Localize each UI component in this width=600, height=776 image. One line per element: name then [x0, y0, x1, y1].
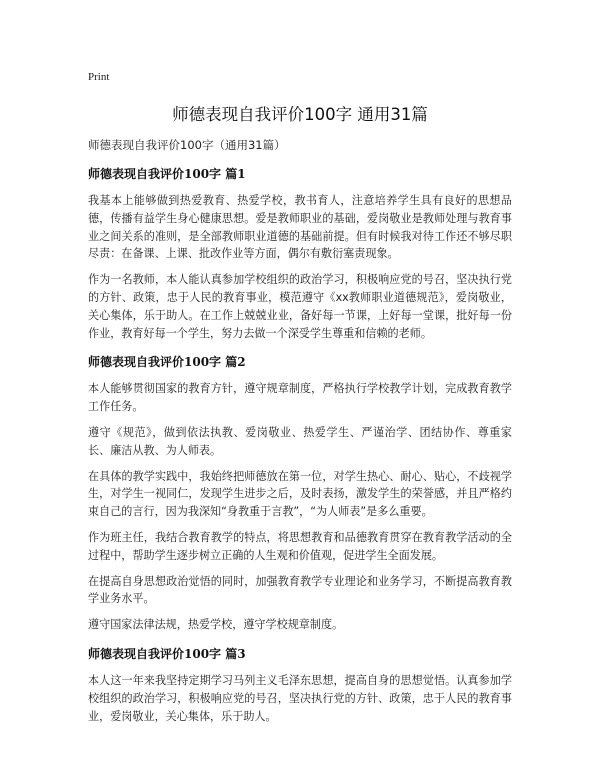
paragraph: 遵守《规范》，做到依法执教、爱岗敬业、热爱学生、严谨治学、团结协作、尊重家长、廉洁从教、为人师表。 — [88, 425, 512, 457]
paragraph: 在提高自身思想政治觉悟的同时，加强教育教学专业理论和业务学习，不断提高教育教学业务水平。 — [88, 574, 512, 606]
document-subtitle: 师德表现自我评价100字（通用31篇） — [88, 138, 286, 152]
section-2 — [88, 352, 512, 634]
paragraph: 我基本上能够做到热爱教育、热爱学校，教书育人，注意培养学生具有良好的思想品德，传播有益学生身心健康思想。爱是教师职业的基础，爱岗敬业是教师处理与教育事业之间关系的准则，是全部教师职业道德的基础前提。但有时候我对待工作还不够尽职尽责：在备课、上课、批改作业等方面，偶尔有敷衍塞责现象。 — [88, 194, 512, 261]
section-heading: 师德表现自我评价100字 篇1 — [88, 167, 246, 181]
section-heading: 师德表现自我评价100字 篇3 — [88, 646, 246, 661]
paragraph: 遵守国家法律法规，热爱学校，遵守学校规章制度。 — [88, 618, 344, 632]
document-title: 师德表现自我评价100字 通用31篇 — [172, 105, 428, 124]
paragraph: 本人这一年来我坚持定期学习马列主义毛泽东思想，提高自身的思想觉悟。认真参加学校组织的政治学习，积极响应党的号召，坚决执行党的方针、政策，忠于人民的教育事业，爱岗敬业，关心集体，乐于助人。 — [88, 673, 512, 723]
paragraph: 作为班主任，我结合教育教学的特点，将思想教育和品德教育贯穿在教育教学活动的全过程中，帮助学生逐步树立正确的人生观和价值观，促进学生全面发展。 — [88, 530, 512, 562]
paragraph: 作为一名教师，本人能认真参加学校组织的政治学习，积极响应党的号召，坚决执行党的方针、政策，忠于人民的教育事业，模范遵守《xx教师职业道德规范》，爱岗敬业，关心集体，乐于助人。在工作上兢兢业业，备好每一节课，上好每一堂课，批好每一份作业，教育好每一个学生，努力去做一个深受学生尊重和信赖的老师。 — [88, 273, 512, 340]
section-1 — [88, 164, 512, 342]
section-heading: 师德表现自我评价100字 篇2 — [88, 355, 246, 370]
print-label: Print — [88, 71, 110, 83]
paragraph: 在具体的教学实践中，我始终把师德放在第一位，对学生热心、耐心、贴心，不歧视学生，对学生一视同仁，发现学生进步之后，及时表扬，激发学生的荣誉感，并且严格约束自己的言行，因为我深知“身教重于言教”，“为人师表”是多么重要。 — [88, 469, 512, 519]
section-3 — [88, 644, 512, 725]
paragraph: 本人能够贯彻国家的教育方针，遵守规章制度，严格执行学校教学计划，完成教育教学工作任务。 — [88, 382, 512, 414]
